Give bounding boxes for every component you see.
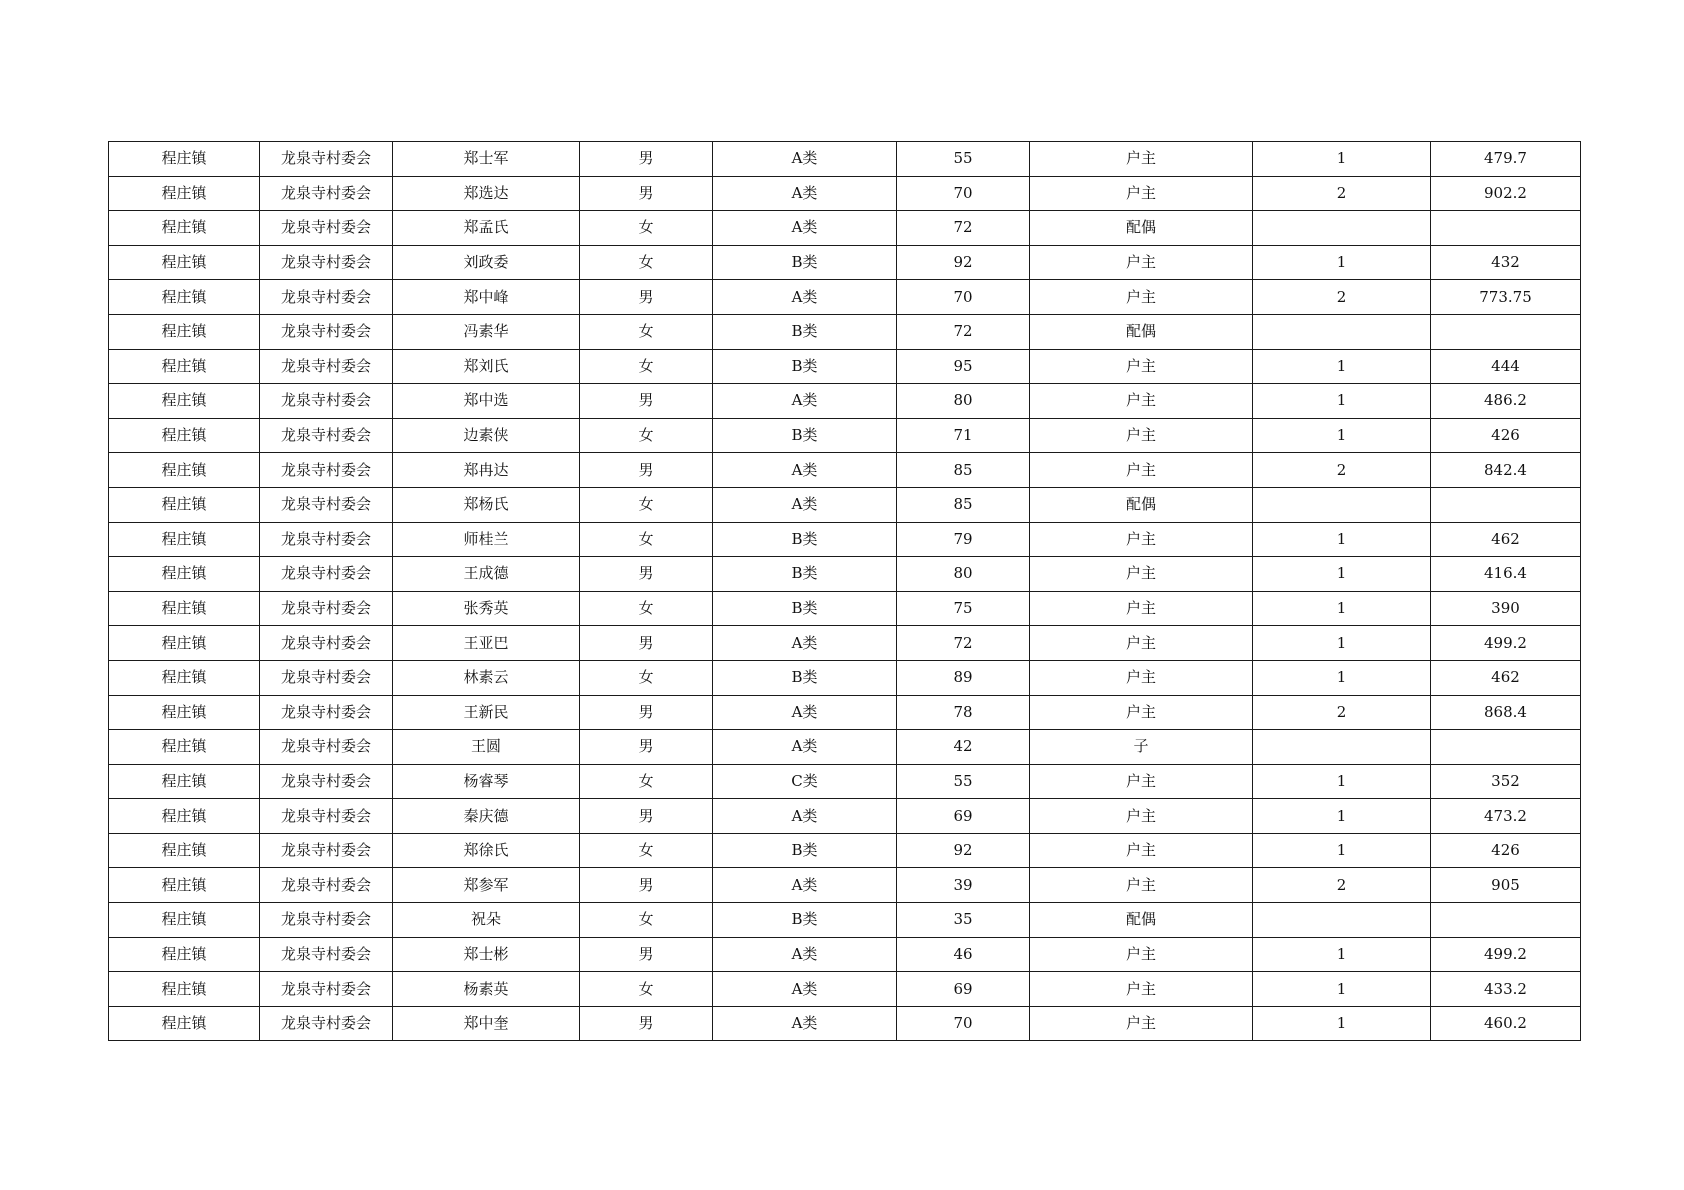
cell-village: 龙泉寺村委会 [260, 1006, 393, 1041]
cell-amount [1431, 314, 1581, 349]
cell-amount: 499.2 [1431, 626, 1581, 661]
cell-category: A类 [713, 1006, 897, 1041]
cell-gender: 男 [580, 176, 713, 211]
cell-age: 72 [897, 314, 1030, 349]
cell-amount: 473.2 [1431, 799, 1581, 834]
cell-category: A类 [713, 487, 897, 522]
cell-village: 龙泉寺村委会 [260, 522, 393, 557]
cell-village: 龙泉寺村委会 [260, 142, 393, 177]
cell-relation: 户主 [1030, 626, 1253, 661]
cell-age: 85 [897, 453, 1030, 488]
cell-gender: 女 [580, 833, 713, 868]
cell-household-size: 1 [1253, 349, 1431, 384]
cell-town: 程庄镇 [109, 730, 260, 765]
cell-relation: 户主 [1030, 557, 1253, 592]
table-row [109, 418, 1581, 453]
cell-village: 龙泉寺村委会 [260, 245, 393, 280]
cell-name: 王圆 [393, 730, 580, 765]
table-row [109, 487, 1581, 522]
cell-amount: 460.2 [1431, 1006, 1581, 1041]
cell-name: 郑士军 [393, 142, 580, 177]
cell-amount: 773.75 [1431, 280, 1581, 315]
table-row [109, 833, 1581, 868]
cell-town: 程庄镇 [109, 591, 260, 626]
cell-household-size: 2 [1253, 280, 1431, 315]
cell-category: B类 [713, 833, 897, 868]
cell-amount: 352 [1431, 764, 1581, 799]
cell-name: 郑中奎 [393, 1006, 580, 1041]
cell-village: 龙泉寺村委会 [260, 972, 393, 1007]
cell-amount: 479.7 [1431, 142, 1581, 177]
cell-name: 林素云 [393, 660, 580, 695]
cell-age: 92 [897, 245, 1030, 280]
cell-age: 71 [897, 418, 1030, 453]
cell-name: 冯素华 [393, 314, 580, 349]
cell-household-size: 1 [1253, 245, 1431, 280]
cell-household-size: 2 [1253, 695, 1431, 730]
cell-gender: 女 [580, 660, 713, 695]
table-row [109, 591, 1581, 626]
cell-category: B类 [713, 522, 897, 557]
cell-amount: 444 [1431, 349, 1581, 384]
cell-category: A类 [713, 695, 897, 730]
cell-amount: 902.2 [1431, 176, 1581, 211]
cell-household-size: 1 [1253, 418, 1431, 453]
cell-relation: 户主 [1030, 418, 1253, 453]
cell-amount: 462 [1431, 522, 1581, 557]
cell-name: 王成德 [393, 557, 580, 592]
table-row [109, 1006, 1581, 1041]
cell-town: 程庄镇 [109, 833, 260, 868]
cell-category: A类 [713, 799, 897, 834]
cell-category: A类 [713, 730, 897, 765]
cell-village: 龙泉寺村委会 [260, 453, 393, 488]
cell-name: 王亚巴 [393, 626, 580, 661]
cell-age: 72 [897, 211, 1030, 246]
cell-household-size: 1 [1253, 626, 1431, 661]
cell-gender: 男 [580, 280, 713, 315]
cell-relation: 配偶 [1030, 314, 1253, 349]
cell-category: A类 [713, 626, 897, 661]
cell-age: 85 [897, 487, 1030, 522]
table-row [109, 660, 1581, 695]
cell-amount: 426 [1431, 833, 1581, 868]
cell-name: 刘政委 [393, 245, 580, 280]
cell-amount [1431, 487, 1581, 522]
table-row [109, 764, 1581, 799]
cell-town: 程庄镇 [109, 1006, 260, 1041]
cell-age: 70 [897, 176, 1030, 211]
cell-category: A类 [713, 868, 897, 903]
cell-household-size: 2 [1253, 868, 1431, 903]
cell-gender: 女 [580, 591, 713, 626]
cell-amount: 433.2 [1431, 972, 1581, 1007]
cell-name: 师桂兰 [393, 522, 580, 557]
cell-age: 80 [897, 557, 1030, 592]
cell-town: 程庄镇 [109, 487, 260, 522]
cell-town: 程庄镇 [109, 868, 260, 903]
cell-age: 55 [897, 764, 1030, 799]
cell-household-size: 2 [1253, 453, 1431, 488]
cell-village: 龙泉寺村委会 [260, 591, 393, 626]
cell-town: 程庄镇 [109, 799, 260, 834]
cell-household-size: 2 [1253, 176, 1431, 211]
cell-name: 郑孟氏 [393, 211, 580, 246]
cell-category: B类 [713, 660, 897, 695]
cell-name: 杨睿琴 [393, 764, 580, 799]
cell-relation: 户主 [1030, 384, 1253, 419]
table-row [109, 903, 1581, 938]
cell-relation: 户主 [1030, 349, 1253, 384]
cell-category: A类 [713, 453, 897, 488]
cell-household-size: 1 [1253, 799, 1431, 834]
cell-village: 龙泉寺村委会 [260, 176, 393, 211]
cell-household-size: 1 [1253, 142, 1431, 177]
cell-gender: 女 [580, 245, 713, 280]
cell-relation: 户主 [1030, 142, 1253, 177]
table-row [109, 245, 1581, 280]
cell-relation: 户主 [1030, 833, 1253, 868]
cell-name: 杨素英 [393, 972, 580, 1007]
table-row [109, 211, 1581, 246]
table-body [109, 142, 1581, 1041]
cell-age: 79 [897, 522, 1030, 557]
cell-household-size [1253, 211, 1431, 246]
cell-relation: 户主 [1030, 176, 1253, 211]
cell-gender: 女 [580, 487, 713, 522]
table-row [109, 142, 1581, 177]
cell-village: 龙泉寺村委会 [260, 280, 393, 315]
table-row [109, 972, 1581, 1007]
cell-household-size: 1 [1253, 591, 1431, 626]
cell-gender: 男 [580, 557, 713, 592]
cell-name: 郑中选 [393, 384, 580, 419]
cell-category: B类 [713, 349, 897, 384]
cell-age: 70 [897, 280, 1030, 315]
cell-name: 祝朵 [393, 903, 580, 938]
cell-category: A类 [713, 176, 897, 211]
cell-name: 边素侠 [393, 418, 580, 453]
cell-gender: 女 [580, 314, 713, 349]
cell-household-size [1253, 314, 1431, 349]
cell-household-size: 1 [1253, 972, 1431, 1007]
cell-relation: 配偶 [1030, 487, 1253, 522]
cell-gender: 女 [580, 349, 713, 384]
cell-town: 程庄镇 [109, 903, 260, 938]
cell-name: 郑刘氏 [393, 349, 580, 384]
cell-village: 龙泉寺村委会 [260, 211, 393, 246]
cell-amount: 390 [1431, 591, 1581, 626]
cell-relation: 户主 [1030, 522, 1253, 557]
cell-age: 95 [897, 349, 1030, 384]
cell-category: B类 [713, 591, 897, 626]
cell-town: 程庄镇 [109, 453, 260, 488]
cell-category: A类 [713, 280, 897, 315]
cell-town: 程庄镇 [109, 176, 260, 211]
table-row [109, 349, 1581, 384]
cell-age: 72 [897, 626, 1030, 661]
cell-relation: 户主 [1030, 868, 1253, 903]
cell-age: 42 [897, 730, 1030, 765]
cell-village: 龙泉寺村委会 [260, 349, 393, 384]
cell-category: C类 [713, 764, 897, 799]
cell-age: 80 [897, 384, 1030, 419]
cell-age: 69 [897, 799, 1030, 834]
cell-age: 39 [897, 868, 1030, 903]
cell-amount: 868.4 [1431, 695, 1581, 730]
cell-household-size: 1 [1253, 384, 1431, 419]
cell-village: 龙泉寺村委会 [260, 487, 393, 522]
cell-amount [1431, 730, 1581, 765]
cell-gender: 男 [580, 453, 713, 488]
cell-town: 程庄镇 [109, 280, 260, 315]
cell-village: 龙泉寺村委会 [260, 937, 393, 972]
cell-relation: 户主 [1030, 660, 1253, 695]
cell-age: 69 [897, 972, 1030, 1007]
table-row [109, 937, 1581, 972]
cell-age: 89 [897, 660, 1030, 695]
cell-amount [1431, 903, 1581, 938]
cell-gender: 男 [580, 937, 713, 972]
cell-household-size: 1 [1253, 660, 1431, 695]
cell-gender: 女 [580, 522, 713, 557]
cell-category: B类 [713, 314, 897, 349]
cell-town: 程庄镇 [109, 314, 260, 349]
cell-village: 龙泉寺村委会 [260, 903, 393, 938]
cell-relation: 户主 [1030, 591, 1253, 626]
table-row [109, 453, 1581, 488]
cell-town: 程庄镇 [109, 245, 260, 280]
cell-household-size: 1 [1253, 937, 1431, 972]
cell-category: B类 [713, 418, 897, 453]
cell-town: 程庄镇 [109, 660, 260, 695]
cell-village: 龙泉寺村委会 [260, 799, 393, 834]
cell-relation: 户主 [1030, 695, 1253, 730]
cell-gender: 男 [580, 384, 713, 419]
cell-household-size [1253, 730, 1431, 765]
cell-gender: 男 [580, 799, 713, 834]
cell-name: 郑冉达 [393, 453, 580, 488]
cell-household-size: 1 [1253, 1006, 1431, 1041]
table-row [109, 314, 1581, 349]
cell-town: 程庄镇 [109, 626, 260, 661]
cell-village: 龙泉寺村委会 [260, 868, 393, 903]
cell-town: 程庄镇 [109, 211, 260, 246]
cell-gender: 男 [580, 868, 713, 903]
cell-amount: 416.4 [1431, 557, 1581, 592]
cell-town: 程庄镇 [109, 557, 260, 592]
table-row [109, 626, 1581, 661]
cell-category: B类 [713, 557, 897, 592]
cell-relation: 户主 [1030, 799, 1253, 834]
cell-village: 龙泉寺村委会 [260, 695, 393, 730]
cell-age: 55 [897, 142, 1030, 177]
cell-household-size [1253, 903, 1431, 938]
table-row [109, 280, 1581, 315]
cell-household-size: 1 [1253, 764, 1431, 799]
cell-age: 75 [897, 591, 1030, 626]
cell-gender: 男 [580, 142, 713, 177]
cell-category: B类 [713, 245, 897, 280]
cell-name: 郑徐氏 [393, 833, 580, 868]
cell-relation: 户主 [1030, 972, 1253, 1007]
cell-category: A类 [713, 972, 897, 1007]
cell-amount: 486.2 [1431, 384, 1581, 419]
cell-category: A类 [713, 211, 897, 246]
cell-amount: 432 [1431, 245, 1581, 280]
cell-gender: 男 [580, 626, 713, 661]
cell-village: 龙泉寺村委会 [260, 384, 393, 419]
cell-gender: 女 [580, 418, 713, 453]
cell-gender: 男 [580, 1006, 713, 1041]
cell-name: 郑杨氏 [393, 487, 580, 522]
cell-age: 92 [897, 833, 1030, 868]
cell-town: 程庄镇 [109, 384, 260, 419]
cell-name: 张秀英 [393, 591, 580, 626]
cell-category: B类 [713, 903, 897, 938]
table-row [109, 384, 1581, 419]
table-row [109, 695, 1581, 730]
cell-village: 龙泉寺村委会 [260, 833, 393, 868]
cell-household-size: 1 [1253, 522, 1431, 557]
table-row [109, 730, 1581, 765]
cell-household-size: 1 [1253, 833, 1431, 868]
cell-village: 龙泉寺村委会 [260, 557, 393, 592]
cell-relation: 子 [1030, 730, 1253, 765]
cell-amount [1431, 211, 1581, 246]
cell-amount: 462 [1431, 660, 1581, 695]
cell-town: 程庄镇 [109, 142, 260, 177]
cell-age: 35 [897, 903, 1030, 938]
cell-category: A类 [713, 384, 897, 419]
table-row [109, 868, 1581, 903]
cell-name: 郑选达 [393, 176, 580, 211]
cell-name: 王新民 [393, 695, 580, 730]
cell-town: 程庄镇 [109, 522, 260, 557]
cell-relation: 户主 [1030, 1006, 1253, 1041]
cell-gender: 女 [580, 764, 713, 799]
cell-town: 程庄镇 [109, 972, 260, 1007]
cell-amount: 905 [1431, 868, 1581, 903]
cell-village: 龙泉寺村委会 [260, 730, 393, 765]
cell-age: 78 [897, 695, 1030, 730]
cell-gender: 女 [580, 972, 713, 1007]
cell-category: A类 [713, 142, 897, 177]
cell-village: 龙泉寺村委会 [260, 660, 393, 695]
cell-relation: 户主 [1030, 937, 1253, 972]
cell-name: 郑参军 [393, 868, 580, 903]
beneficiary-table [108, 141, 1581, 1041]
cell-name: 秦庆德 [393, 799, 580, 834]
cell-relation: 配偶 [1030, 211, 1253, 246]
cell-relation: 户主 [1030, 280, 1253, 315]
cell-amount: 842.4 [1431, 453, 1581, 488]
cell-town: 程庄镇 [109, 349, 260, 384]
cell-household-size [1253, 487, 1431, 522]
cell-amount: 426 [1431, 418, 1581, 453]
cell-relation: 户主 [1030, 453, 1253, 488]
cell-relation: 户主 [1030, 245, 1253, 280]
cell-town: 程庄镇 [109, 695, 260, 730]
cell-age: 70 [897, 1006, 1030, 1041]
table-row [109, 557, 1581, 592]
cell-household-size: 1 [1253, 557, 1431, 592]
cell-age: 46 [897, 937, 1030, 972]
cell-relation: 配偶 [1030, 903, 1253, 938]
cell-village: 龙泉寺村委会 [260, 764, 393, 799]
cell-village: 龙泉寺村委会 [260, 314, 393, 349]
cell-town: 程庄镇 [109, 764, 260, 799]
table-row [109, 799, 1581, 834]
cell-village: 龙泉寺村委会 [260, 626, 393, 661]
cell-village: 龙泉寺村委会 [260, 418, 393, 453]
cell-gender: 女 [580, 903, 713, 938]
cell-gender: 男 [580, 695, 713, 730]
cell-amount: 499.2 [1431, 937, 1581, 972]
table-row [109, 522, 1581, 557]
cell-town: 程庄镇 [109, 418, 260, 453]
table-row [109, 176, 1581, 211]
cell-gender: 女 [580, 211, 713, 246]
cell-category: A类 [713, 937, 897, 972]
cell-name: 郑中峰 [393, 280, 580, 315]
cell-town: 程庄镇 [109, 937, 260, 972]
cell-relation: 户主 [1030, 764, 1253, 799]
cell-gender: 男 [580, 730, 713, 765]
cell-name: 郑士彬 [393, 937, 580, 972]
